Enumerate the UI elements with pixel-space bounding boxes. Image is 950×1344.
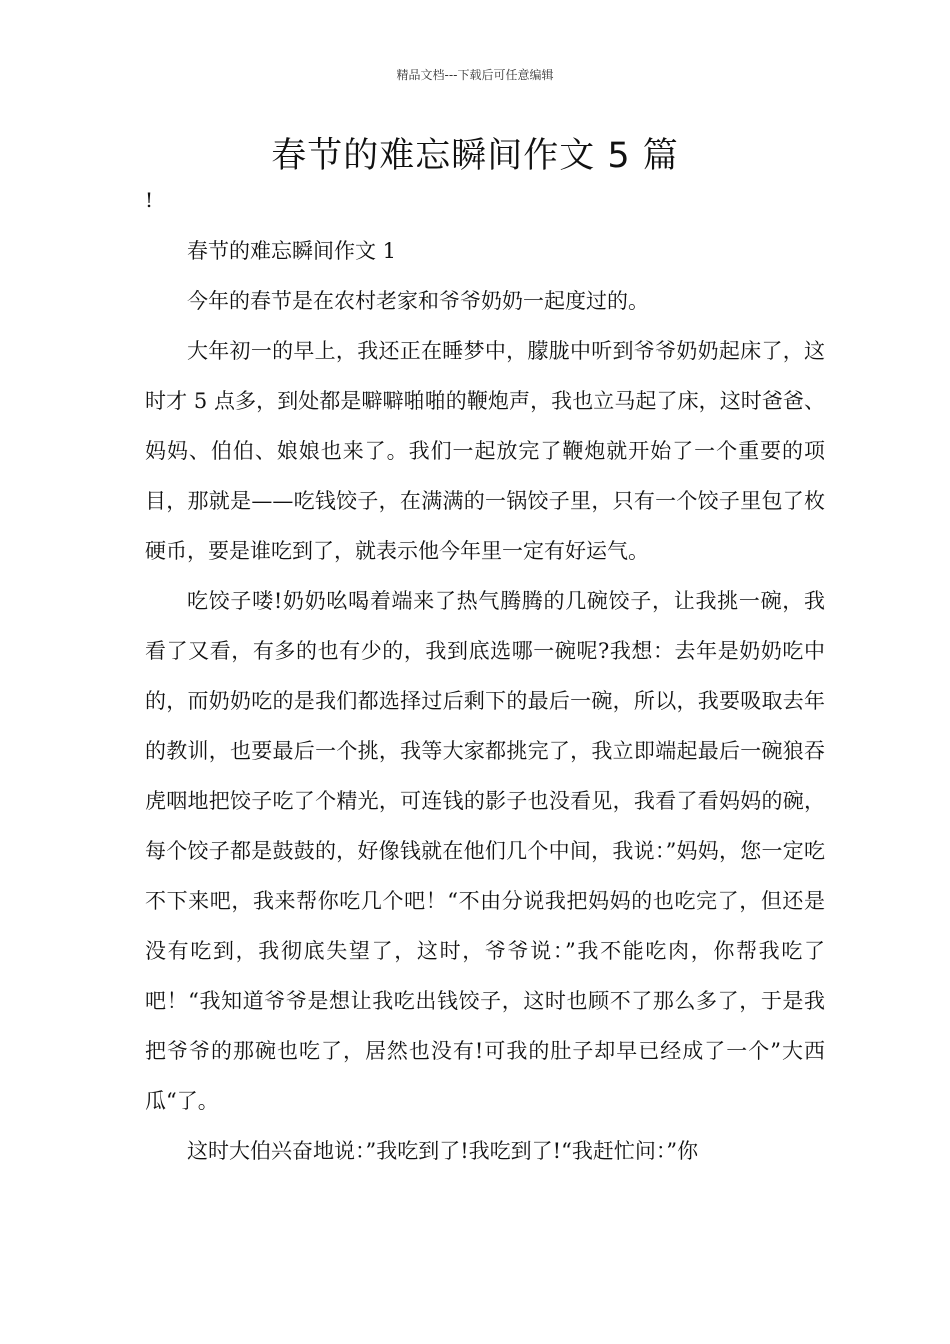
section-heading: 春节的难忘瞬间作文 1 [187, 239, 397, 263]
document-body [145, 226, 825, 1176]
exclamation-mark: ! [145, 188, 154, 212]
header-note: 精品文档---下载后可任意编辑 [396, 68, 554, 82]
document-title: 春节的难忘瞬间作文 5 篇 [271, 136, 679, 176]
paragraph: 今年的春节是在农村老家和爷爷奶奶一起度过的。 [187, 289, 649, 313]
paragraph: 吃饺子喽!奶奶吆喝着端来了热气腾腾的几碗饺子，让我挑一碗，我看了又看，有多的也有少的，我到底选哪一碗呢?我想：去年是奶奶吃中的，而奶奶吃的是我们都选择过后剩下的最后一碗，所以，我要吸取去年的教训，也要最后一个挑，我等大家都挑完了，我立即端起最后一碗狼吞虎咽地把饺子吃了个精光，可连钱的影子也没看见，我看了看妈妈的碗，每个饺子都是鼓鼓的，好像钱就在他们几个中间，我说：”妈妈，您一定吃不下来吧，我来帮你吃几个吧！“不由分说我把妈妈的也吃完了，但还是没有吃到，我彻底失望了，这时，爷爷说：”我不能吃肉，你帮我吃了吧！“我知道爷爷是想让我吃出钱饺子，这时也顾不了那么多了，于是我把爷爷的那碗也吃了，居然也没有!可我的肚子却早已经成了一个”大西瓜“了。 [145, 589, 825, 1113]
paragraph: 这时大伯兴奋地说：”我吃到了!我吃到了!“我赶忙问：”你 [187, 1139, 699, 1163]
paragraph: 大年初一的早上，我还正在睡梦中，朦胧中听到爷爷奶奶起床了，这时才 5 点多，到处都是噼噼啪啪的鞭炮声，我也立马起了床，这时爸爸、妈妈、伯伯、娘娘也来了。我们一起放完了鞭炮就开始了一个重要的项目，那就是——吃钱饺子，在满满的一锅饺子里，只有一个饺子里包了枚硬币，要是谁吃到了，就表示他今年里一定有好运气。 [145, 339, 825, 563]
